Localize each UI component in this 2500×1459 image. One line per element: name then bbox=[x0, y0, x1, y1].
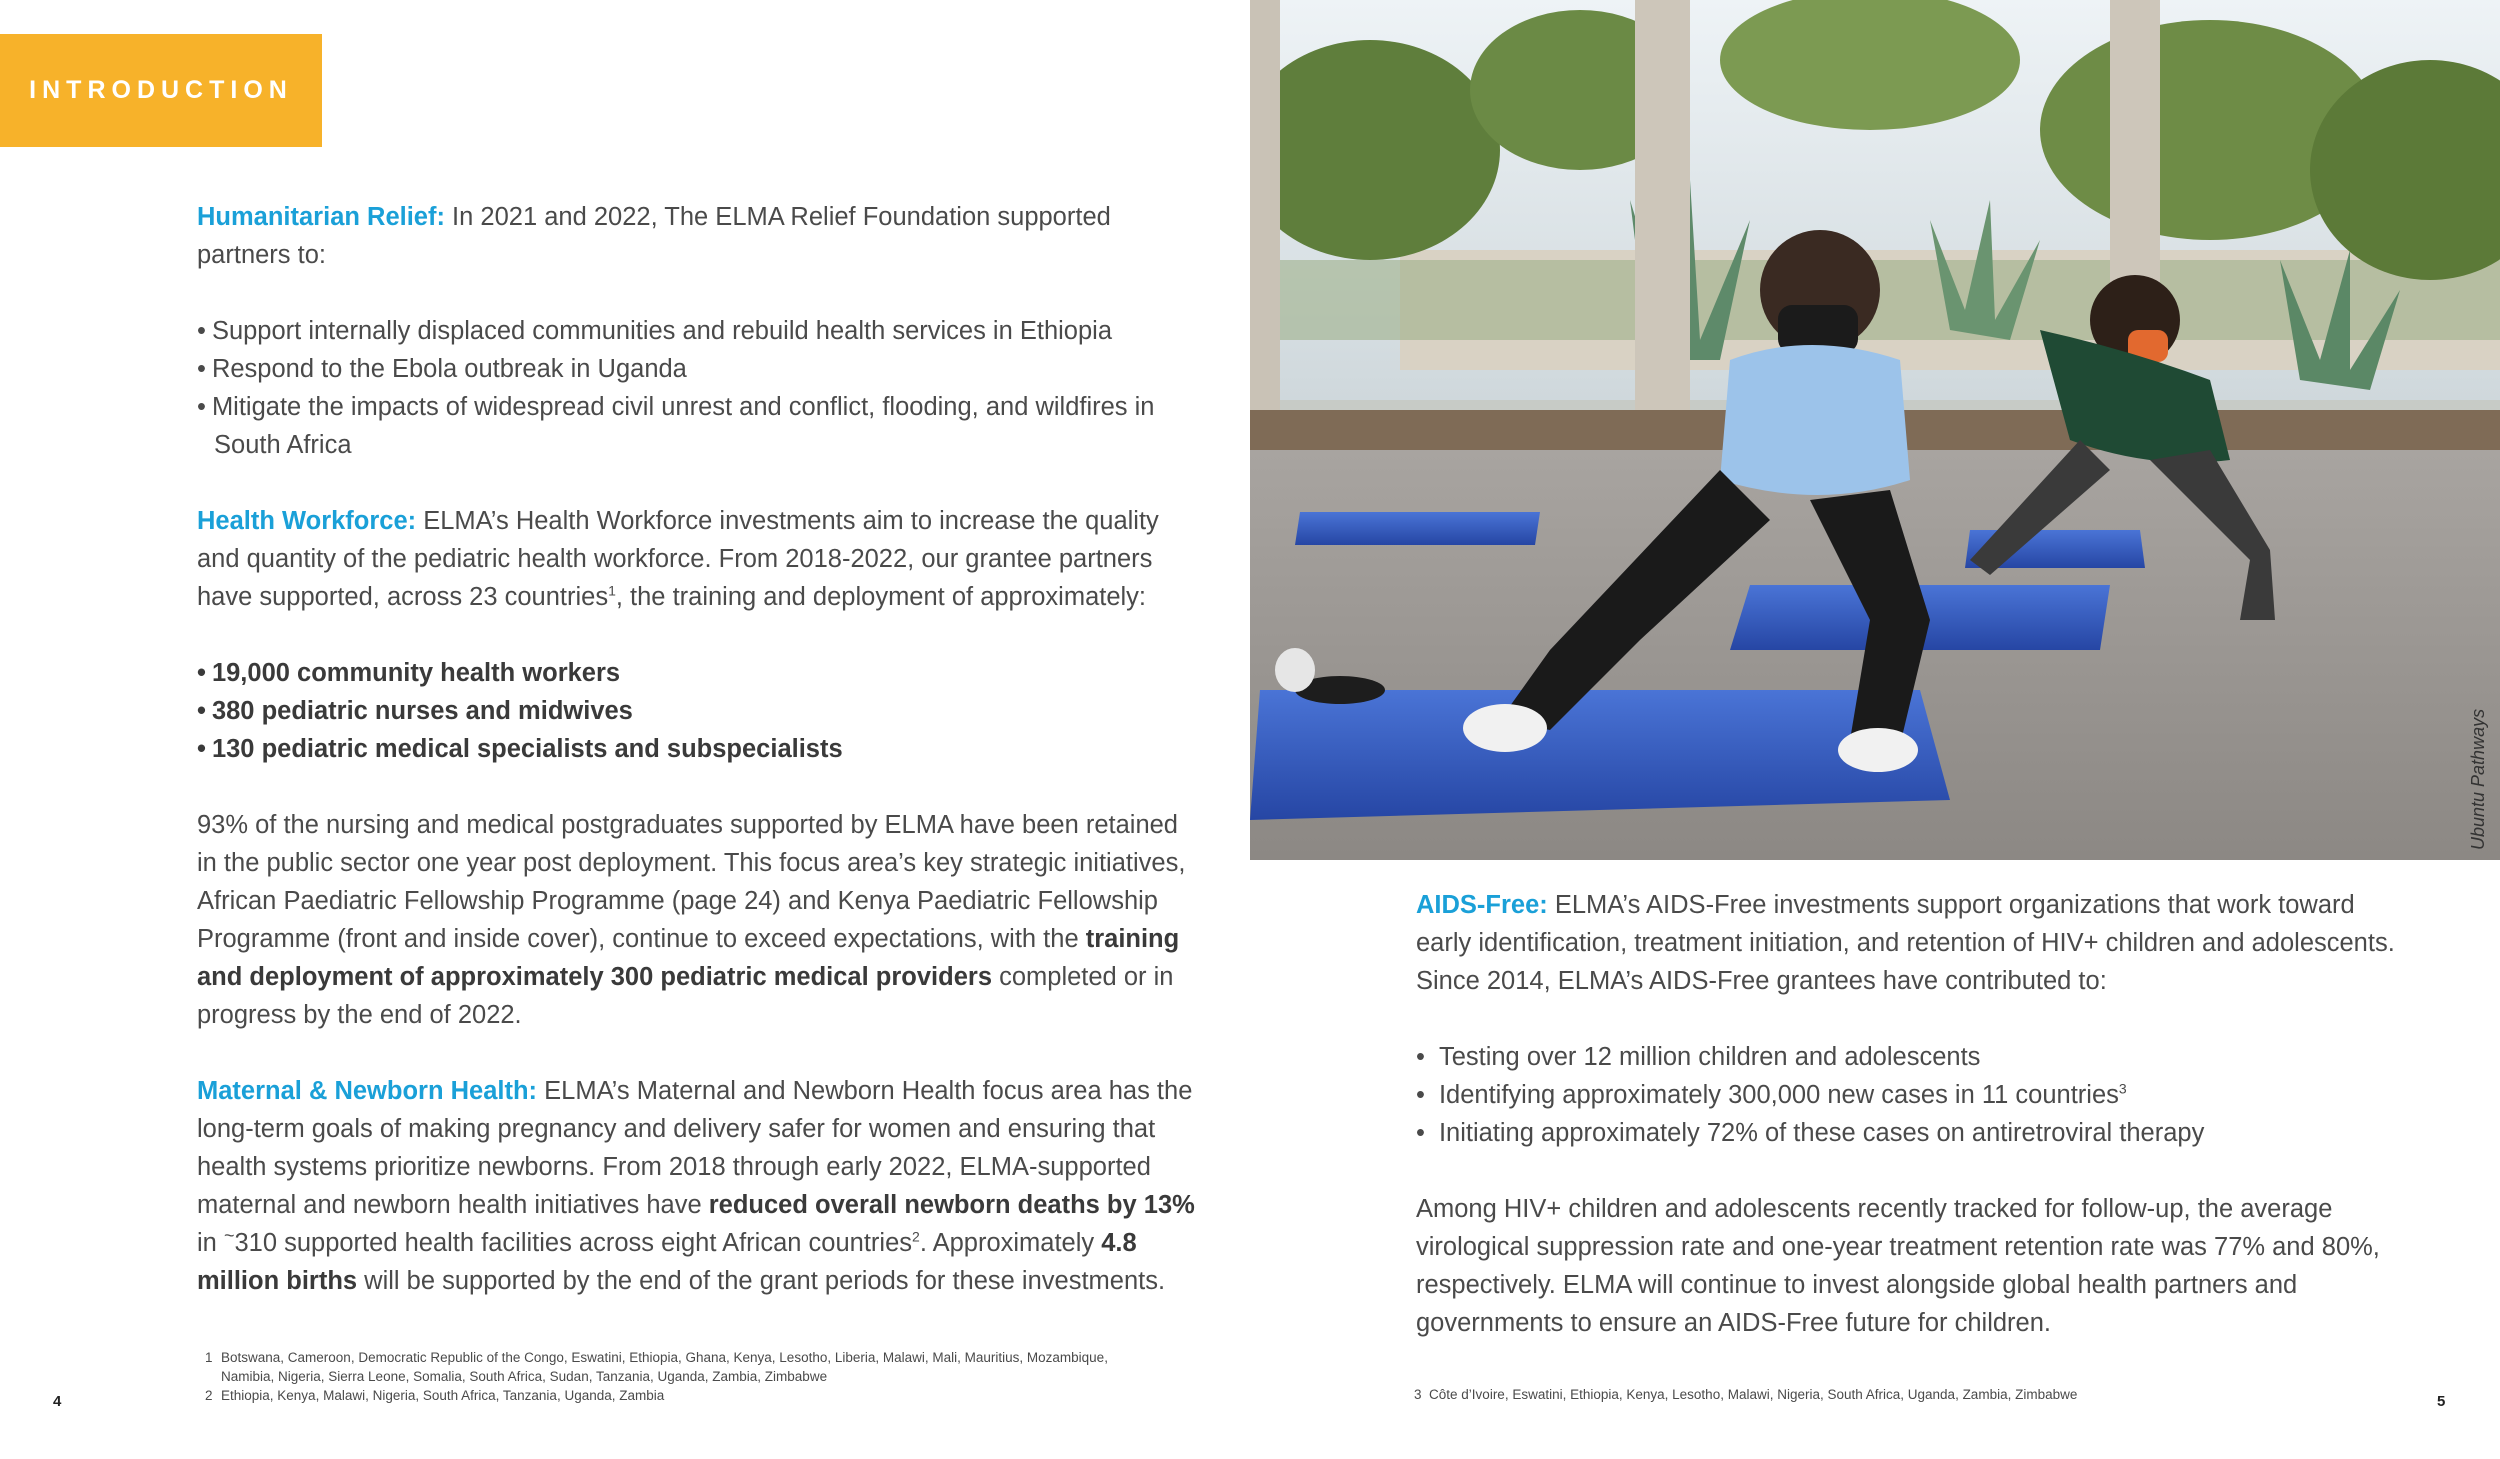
humanitarian-text: In 2021 and 2022, The ELMA Relief Foundation supported partners to: bbox=[197, 203, 1111, 269]
maternal-paragraph bbox=[197, 1072, 1197, 1300]
footnote-text: Botswana, Cameroon, Democratic Republic of the Congo, Eswatini, Ethiopia, Ghana, Kenya, Lesotho, Liberia, Malawi, Mali, Mauritius, Mozambique, Namibia, Nigeria, Sierra Leone, Somalia, South Africa, Sudan, Tanzania, Uganda, Zambia, Zimbabwe bbox=[221, 1350, 1108, 1384]
right-column bbox=[1416, 886, 2416, 1380]
aids-lead: AIDS-Free: bbox=[1416, 891, 1548, 919]
paragraph-bold: training and deployment of approximately 300 pediatric medical providers bbox=[197, 925, 1180, 991]
page-number-left: 4 bbox=[53, 1393, 62, 1410]
list-item: • 19,000 community health workers bbox=[197, 654, 1197, 692]
footnotes-left bbox=[205, 1348, 1205, 1405]
footnote-text: Côte d’Ivoire, Eswatini, Ethiopia, Kenya, Lesotho, Malawi, Nigeria, South Africa, Uganda, Zambia, Zimbabwe bbox=[1429, 1387, 2078, 1402]
approx-symbol: ~ bbox=[223, 1225, 235, 1246]
footnote-ref: 1 bbox=[608, 582, 616, 599]
footnote-ref: 3 bbox=[2118, 1080, 2127, 1097]
footnote-ref: 2 bbox=[912, 1228, 920, 1245]
paragraph-text: 93% of the nursing and medical postgraduates supported by ELMA have been retained in the public sector one year post deployment. This focus area’s key strategic initiatives, African Paediatric Fellowship Programme (page 24) and Kenya Paediatric Fellowship Programme (front and inside cover), continue to exceed expectations, with the bbox=[197, 811, 1186, 953]
photo-illustration bbox=[1250, 0, 2500, 860]
footnote-number: 3 bbox=[1414, 1387, 1422, 1402]
workforce-text: ELMA’s Health Workforce investments aim to increase the quality and quantity of the pediatric health workforce. From 2018-2022, our grantee partners have supported, across 23 countries bbox=[197, 507, 1159, 611]
workforce-lead: Health Workforce: bbox=[197, 507, 417, 535]
humanitarian-lead: Humanitarian Relief: bbox=[197, 203, 445, 231]
aids-list bbox=[1416, 1038, 2416, 1152]
paragraph-text: 310 supported health facilities across eight African countries bbox=[234, 1229, 913, 1257]
paragraph-text: ELMA’s Maternal and Newborn Health focus area has the long-term goals of making pregnancy and delivery safer for women and ensuring that health systems prioritize newborns. From 2018 through early 2022, ELMA-supported maternal and newborn health initiatives have bbox=[197, 1077, 1193, 1219]
footnote-number: 1 bbox=[205, 1350, 213, 1365]
workforce-text-end: , the training and deployment of approximately: bbox=[615, 583, 1147, 611]
list-item: • Testing over 12 million children and adolescents bbox=[1416, 1038, 2416, 1076]
paragraph-bold: reduced overall newborn deaths by 13% bbox=[708, 1191, 1195, 1219]
list-item-text: Identifying approximately 300,000 new cases in 11 countries bbox=[1438, 1081, 2119, 1109]
aids-outcomes: Among HIV+ children and adolescents recently tracked for follow-up, the average virological suppression rate and one-year treatment retention rate was 77% and 80%, respectively. ELMA will continue to invest alongside global health partners and governments to ensure an AIDS-Free future for children. bbox=[1416, 1195, 2380, 1337]
photo-credit: Ubuntu Pathways bbox=[2468, 708, 2488, 850]
list-item: • Initiating approximately 72% of these cases on antiretroviral therapy bbox=[1416, 1114, 2416, 1152]
left-column bbox=[197, 198, 1197, 1338]
paragraph-bold: 4.8 million births bbox=[197, 1229, 1137, 1295]
paragraph-text: completed or in progress by the end of 2022. bbox=[197, 963, 1174, 1029]
list-item: • Respond to the Ebola outbreak in Uganda bbox=[197, 350, 1197, 388]
footnote-text: Ethiopia, Kenya, Malawi, Nigeria, South Africa, Tanzania, Uganda, Zambia bbox=[221, 1388, 665, 1403]
footnote-item bbox=[205, 1386, 1205, 1405]
list-item: • 130 pediatric medical specialists and subspecialists bbox=[197, 730, 1197, 768]
humanitarian-intro bbox=[197, 198, 1197, 274]
workforce-list bbox=[197, 654, 1197, 768]
list-item bbox=[1416, 1076, 2416, 1114]
aids-intro bbox=[1416, 886, 2416, 1000]
list-item: • Mitigate the impacts of widespread civil unrest and conflict, flooding, and wildfires in South Africa bbox=[197, 388, 1197, 464]
workforce-intro bbox=[197, 502, 1197, 616]
maternal-lead: Maternal & Newborn Health: bbox=[197, 1077, 538, 1105]
list-item: • Support internally displaced communities and rebuild health services in Ethiopia bbox=[197, 312, 1197, 350]
paragraph-text: . Approximately bbox=[919, 1229, 1102, 1257]
children-exercise-photo bbox=[1250, 0, 2500, 860]
paragraph-text: ELMA’s AIDS-Free investments support organizations that work toward early identification, treatment initiation, and retention of HIV+ children and adolescents. Since 2014, ELMA’s AIDS-Free grantees have contributed to: bbox=[1416, 891, 2395, 995]
workforce-retention bbox=[197, 806, 1197, 1034]
humanitarian-list bbox=[197, 312, 1197, 464]
footnote-item bbox=[205, 1348, 1205, 1386]
paragraph-text: in bbox=[197, 1229, 224, 1257]
section-tag: INTRODUCTION bbox=[0, 34, 322, 147]
list-item: • 380 pediatric nurses and midwives bbox=[197, 692, 1197, 730]
paragraph-text: will be supported by the end of the grant periods for these investments. bbox=[357, 1267, 1166, 1295]
page-number-right: 5 bbox=[2437, 1393, 2446, 1410]
footnote-right bbox=[1414, 1385, 2314, 1404]
footnote-number: 2 bbox=[205, 1388, 213, 1403]
